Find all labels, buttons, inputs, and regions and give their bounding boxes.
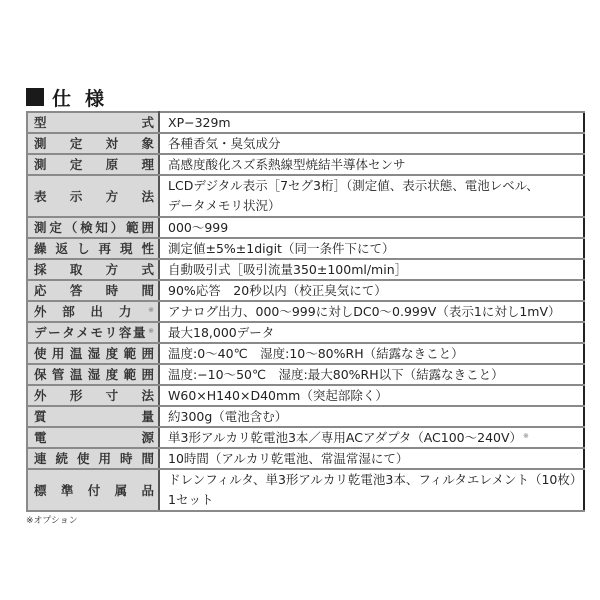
row-label bbox=[27, 301, 159, 322]
black-square-icon bbox=[26, 88, 44, 106]
value-line-2: データメモリ状況） bbox=[168, 198, 281, 213]
option-note-mark: ※ bbox=[148, 306, 154, 314]
row-value: 各種香気・臭気成分 bbox=[159, 133, 584, 154]
row-label: 連続使用時間 bbox=[27, 448, 159, 469]
row-value: 90%応答 20秒以内（校正臭気にて） bbox=[159, 280, 584, 301]
row-label: 使用温湿度範囲 bbox=[27, 343, 159, 364]
section-heading bbox=[26, 86, 118, 108]
table-row bbox=[27, 406, 584, 427]
table-row bbox=[27, 385, 584, 406]
row-value: 温度:0〜40℃ 湿度:10〜80%RH（結露なきこと） bbox=[159, 343, 584, 364]
row-value: 高感度酸化スズ系熱線型焼結半導体センサ bbox=[159, 154, 584, 175]
footnote-option: ※オプション bbox=[26, 516, 78, 526]
row-label: 測定（検知）範囲 bbox=[27, 217, 159, 238]
table-row bbox=[27, 259, 584, 280]
row-label: 外形寸法 bbox=[27, 385, 159, 406]
row-label bbox=[27, 322, 159, 343]
row-label: 質量 bbox=[27, 406, 159, 427]
table-row bbox=[27, 469, 584, 511]
row-value: XP−329m bbox=[159, 112, 584, 133]
row-value bbox=[159, 175, 584, 217]
row-value bbox=[159, 427, 584, 448]
row-label: 表示方法 bbox=[27, 175, 159, 217]
row-label: 応答時間 bbox=[27, 280, 159, 301]
table-row bbox=[27, 238, 584, 259]
row-label: 採取方式 bbox=[27, 259, 159, 280]
row-value: 約300g（電池含む） bbox=[159, 406, 584, 427]
row-label: 保管温湿度範囲 bbox=[27, 364, 159, 385]
row-value: 000〜999 bbox=[159, 217, 584, 238]
row-label: 標準付属品 bbox=[27, 469, 159, 511]
table-row bbox=[27, 343, 584, 364]
row-value: アナログ出力、000〜999に対しDC0〜0.999V（表示1に対し1mV） bbox=[159, 301, 584, 322]
table-row bbox=[27, 154, 584, 175]
section-title: 仕様 bbox=[52, 87, 119, 110]
table-row bbox=[27, 280, 584, 301]
row-value: 測定値±5%±1digit（同一条件下にて） bbox=[159, 238, 584, 259]
option-note-mark: ※ bbox=[523, 432, 529, 440]
table-row bbox=[27, 217, 584, 238]
row-label: 測定原理 bbox=[27, 154, 159, 175]
value-line-1: LCDデジタル表示［7セグ3桁］（測定値、表示状態、電池レベル、 bbox=[168, 178, 539, 193]
option-note-mark: ※ bbox=[148, 327, 154, 335]
label-text: データメモリ容量 bbox=[34, 325, 148, 340]
value-line-1: ドレンフィルタ、単3形アルカリ乾電池3本、フィルタエレメント（10枚） bbox=[168, 472, 583, 487]
table-row bbox=[27, 133, 584, 154]
table-row bbox=[27, 322, 584, 343]
table-row bbox=[27, 448, 584, 469]
row-value: 自動吸引式［吸引流量350±100ml/min］ bbox=[159, 259, 584, 280]
row-value: W60×H140×D40mm（突起部除く） bbox=[159, 385, 584, 406]
spec-table bbox=[26, 111, 585, 512]
table-row bbox=[27, 175, 584, 217]
row-value: 温度:−10〜50℃ 湿度:最大80%RH以下（結露なきこと） bbox=[159, 364, 584, 385]
value-text: 単3形アルカリ乾電池3本／専用ACアダプタ（AC100〜240V） bbox=[168, 430, 523, 445]
label-text: 外部出力 bbox=[34, 304, 148, 319]
row-value: 最大18,000データ bbox=[159, 322, 584, 343]
table-row bbox=[27, 364, 584, 385]
value-line-2: 1セット bbox=[168, 492, 214, 507]
row-label: 測定対象 bbox=[27, 133, 159, 154]
table-row bbox=[27, 301, 584, 322]
row-label: 電源 bbox=[27, 427, 159, 448]
table-row bbox=[27, 112, 584, 133]
row-label: 型式 bbox=[27, 112, 159, 133]
table-row bbox=[27, 427, 584, 448]
row-value bbox=[159, 469, 584, 511]
row-label: 繰返し再現性 bbox=[27, 238, 159, 259]
row-value: 10時間（アルカリ乾電池、常温常湿にて） bbox=[159, 448, 584, 469]
